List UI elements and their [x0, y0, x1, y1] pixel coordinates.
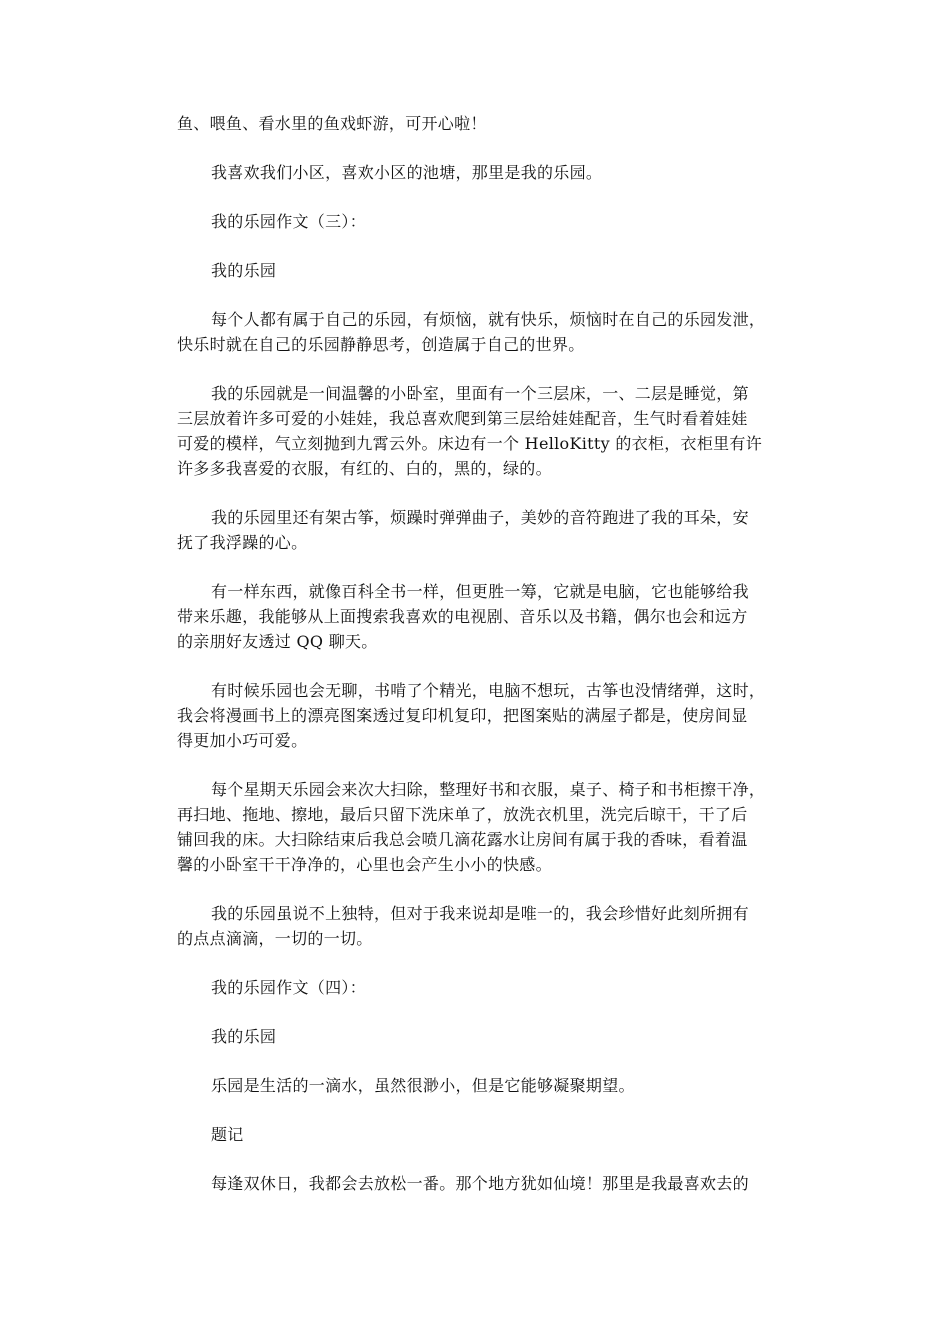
text-line: 的亲朋好友透过 QQ 聊天。 [177, 632, 378, 651]
text-line: 每逢双休日，我都会去放松一番。那个地方犹如仙境！那里是我最喜欢去的 [211, 1174, 749, 1193]
text-line: 我的乐园 [211, 1027, 277, 1046]
text-line: 我喜欢我们小区，喜欢小区的池塘，那里是我的乐园。 [211, 163, 603, 182]
text-line: 每个人都有属于自己的乐园，有烦恼，就有快乐，烦恼时在自己的乐园发泄， [211, 310, 766, 329]
text-line: 我的乐园虽说不上独特，但对于我来说却是唯一的，我会珍惜好此刻所拥有 [211, 904, 749, 923]
paragraph-10 [177, 777, 795, 877]
text-line: 每个星期天乐园会来次大扫除，整理好书和衣服，桌子、椅子和书柜擦干净， [211, 780, 766, 799]
text-line: 题记 [211, 1125, 244, 1144]
text-line: 鱼、喂鱼、看水里的鱼戏虾游，可开心啦！ [177, 114, 487, 133]
paragraph-5 [177, 307, 795, 357]
paragraph-16 [177, 1171, 795, 1196]
text-line: 得更加小巧可爱。 [177, 731, 308, 750]
paragraph-9 [177, 678, 795, 753]
paragraph-6 [177, 381, 795, 481]
text-line: 有一样东西，就像百科全书一样，但更胜一筹，它就是电脑，它也能够给我 [211, 582, 749, 601]
text-line: 可爱的模样，气立刻抛到九霄云外。床边有一个 HelloKitty 的衣柜，衣柜里有许 [177, 434, 763, 453]
essay-heading-three [177, 209, 795, 234]
text-line: 乐园是生活的一滴水，虽然很渺小，但是它能够凝聚期望。 [211, 1076, 635, 1095]
epigraph-label [177, 1122, 795, 1147]
text-line: 抚了我浮躁的心。 [177, 533, 308, 552]
text-line: 我的乐园就是一间温馨的小卧室，里面有一个三层床，一、二层是睡觉，第 [211, 384, 749, 403]
text-line: 我的乐园里还有架古筝，烦躁时弹弹曲子，美妙的音符跑进了我的耳朵，安 [211, 508, 749, 527]
paragraph-8 [177, 579, 795, 654]
text-line: 的点点滴滴，一切的一切。 [177, 929, 373, 948]
text-line: 有时候乐园也会无聊，书啃了个精光，电脑不想玩，古筝也没情绪弹，这时， [211, 681, 766, 700]
essay-title-2 [177, 1024, 795, 1049]
text-line: 再扫地、拖地、擦地，最后只留下洗床单了，放洗衣机里，洗完后晾干，干了后 [177, 805, 748, 824]
text-line: 馨的小卧室干干净净的，心里也会产生小小的快感。 [177, 855, 552, 874]
document-body [177, 111, 795, 1220]
text-line: 带来乐趣，我能够从上面搜索我喜欢的电视剧、音乐以及书籍，偶尔也会和远方 [177, 607, 748, 626]
text-line: 铺回我的床。大扫除结束后我总会喷几滴花露水让房间有属于我的香味，看着温 [177, 830, 748, 849]
paragraph-2 [177, 160, 795, 185]
essay-heading-four [177, 975, 795, 1000]
paragraph-1 [177, 111, 795, 136]
paragraph-11 [177, 901, 795, 951]
paragraph-7 [177, 505, 795, 555]
text-line: 我的乐园作文（四）： [211, 978, 367, 997]
essay-title [177, 258, 795, 283]
paragraph-14 [177, 1073, 795, 1098]
text-line: 快乐时就在自己的乐园静静思考，创造属于自己的世界。 [177, 335, 585, 354]
text-line: 我会将漫画书上的漂亮图案透过复印机复印，把图案贴的满屋子都是，使房间显 [177, 706, 748, 725]
text-line: 我的乐园 [211, 261, 277, 280]
text-line: 三层放着许多可爱的小娃娃，我总喜欢爬到第三层给娃娃配音，生气时看着娃娃 [177, 409, 748, 428]
text-line: 我的乐园作文（三）： [211, 212, 367, 231]
text-line: 许多多我喜爱的衣服，有红的、白的，黑的，绿的。 [177, 459, 552, 478]
